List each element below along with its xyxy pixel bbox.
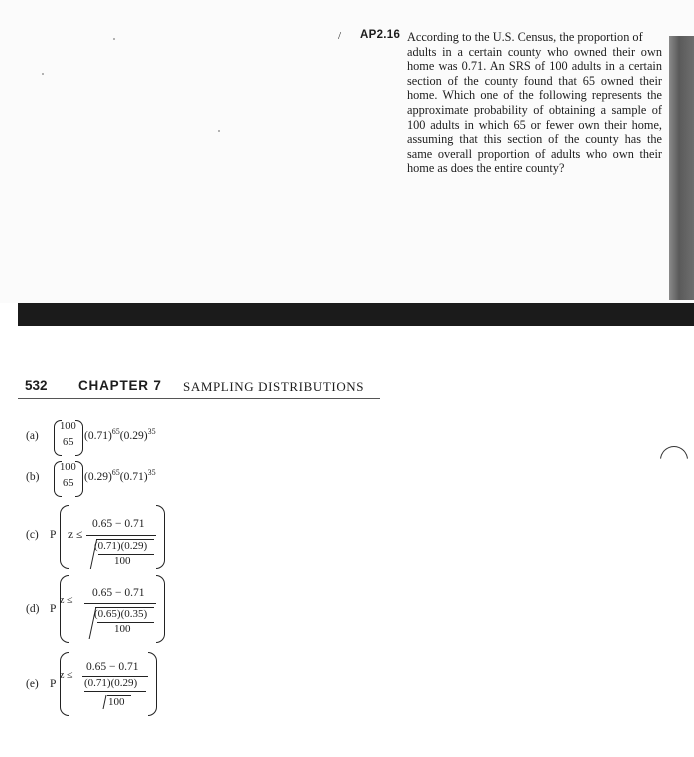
prob-symbol: P [50, 678, 57, 690]
numerator: 0.65 − 0.71 [92, 518, 145, 530]
margin-tick: / [338, 30, 342, 42]
exponent: 65 [111, 468, 120, 477]
choice-b[interactable] [22, 461, 222, 501]
z-inequality: z ≤ [60, 595, 73, 606]
radicand-bottom: 100 [114, 623, 131, 635]
binom-n: 100 [60, 421, 76, 432]
fraction-bar [86, 535, 156, 536]
question-body: adults in a certain county who owned their own home was 0.71. An SRS of 100 adults in a certain section of the county found that 65 owned their home. Which one of the following represents the approximate probability of obtaining a sample of 100 adults in which 65 or fewer own their home, assuming that this section of the county has the same overall proportion of adults who own their home as does the entire county? [407, 44, 662, 176]
choice-label: (e) [26, 678, 39, 690]
radicand-bottom: 100 [114, 555, 131, 567]
paren [148, 652, 157, 716]
z-inequality: z ≤ [68, 529, 83, 541]
page-edge-shadow [669, 36, 694, 300]
factor: (0.29) [119, 430, 148, 442]
chapter-title: SAMPLING DISTRIBUTIONS [183, 379, 365, 394]
page-number: 532 [25, 378, 48, 393]
stray-arc-mark [660, 446, 688, 474]
exponent: 35 [147, 468, 156, 477]
radicand-top: (0.71)(0.29) [94, 540, 148, 552]
middle-term: (0.71)(0.29) [84, 677, 138, 689]
paren [60, 575, 69, 643]
paren [156, 575, 165, 643]
paren [75, 461, 83, 497]
question-text [407, 30, 662, 176]
fraction-bar [84, 691, 146, 692]
scan-speck [42, 73, 44, 75]
scan-speck [218, 130, 220, 132]
question-first-line: According to the U.S. Census, the proportion of [407, 30, 643, 44]
binomial-coefficient [58, 420, 80, 454]
denominator: 100 [108, 696, 125, 708]
binom-k: 65 [63, 437, 74, 448]
factor: (0.29) [84, 471, 112, 483]
z-inequality: z ≤ [60, 670, 73, 681]
paren [75, 420, 83, 456]
choice-label: (a) [26, 430, 39, 442]
binom-k: 65 [63, 478, 74, 489]
paren [60, 652, 69, 716]
choice-a-powers [84, 427, 156, 442]
exponent: 35 [147, 427, 156, 436]
fraction-bar [84, 603, 156, 604]
choice-d[interactable] [22, 575, 172, 641]
choice-label: (b) [26, 471, 40, 483]
sqrt-sign [103, 695, 107, 709]
choice-e[interactable] [22, 652, 172, 714]
choice-label: (d) [26, 603, 40, 615]
numerator: 0.65 − 0.71 [86, 661, 139, 673]
factor: (0.71) [119, 471, 148, 483]
factor: (0.71) [84, 430, 112, 442]
binomial-coefficient [58, 461, 80, 495]
numerator: 0.65 − 0.71 [92, 587, 145, 599]
binom-n: 100 [60, 462, 76, 473]
prob-symbol: P [50, 603, 57, 615]
question-number: AP2.16 [360, 29, 401, 41]
chapter-label: CHAPTER 7 [78, 378, 162, 393]
prob-symbol: P [50, 529, 57, 541]
header-rule [18, 398, 380, 399]
radicand-top: (0.65)(0.35) [94, 608, 148, 620]
choice-c[interactable] [22, 505, 172, 569]
choice-b-powers [84, 468, 156, 483]
scan-speck [113, 38, 115, 40]
choice-label: (c) [26, 529, 39, 541]
exponent: 65 [111, 427, 120, 436]
paren [156, 505, 165, 569]
choice-a[interactable] [22, 420, 222, 460]
black-divider-band [18, 303, 694, 326]
